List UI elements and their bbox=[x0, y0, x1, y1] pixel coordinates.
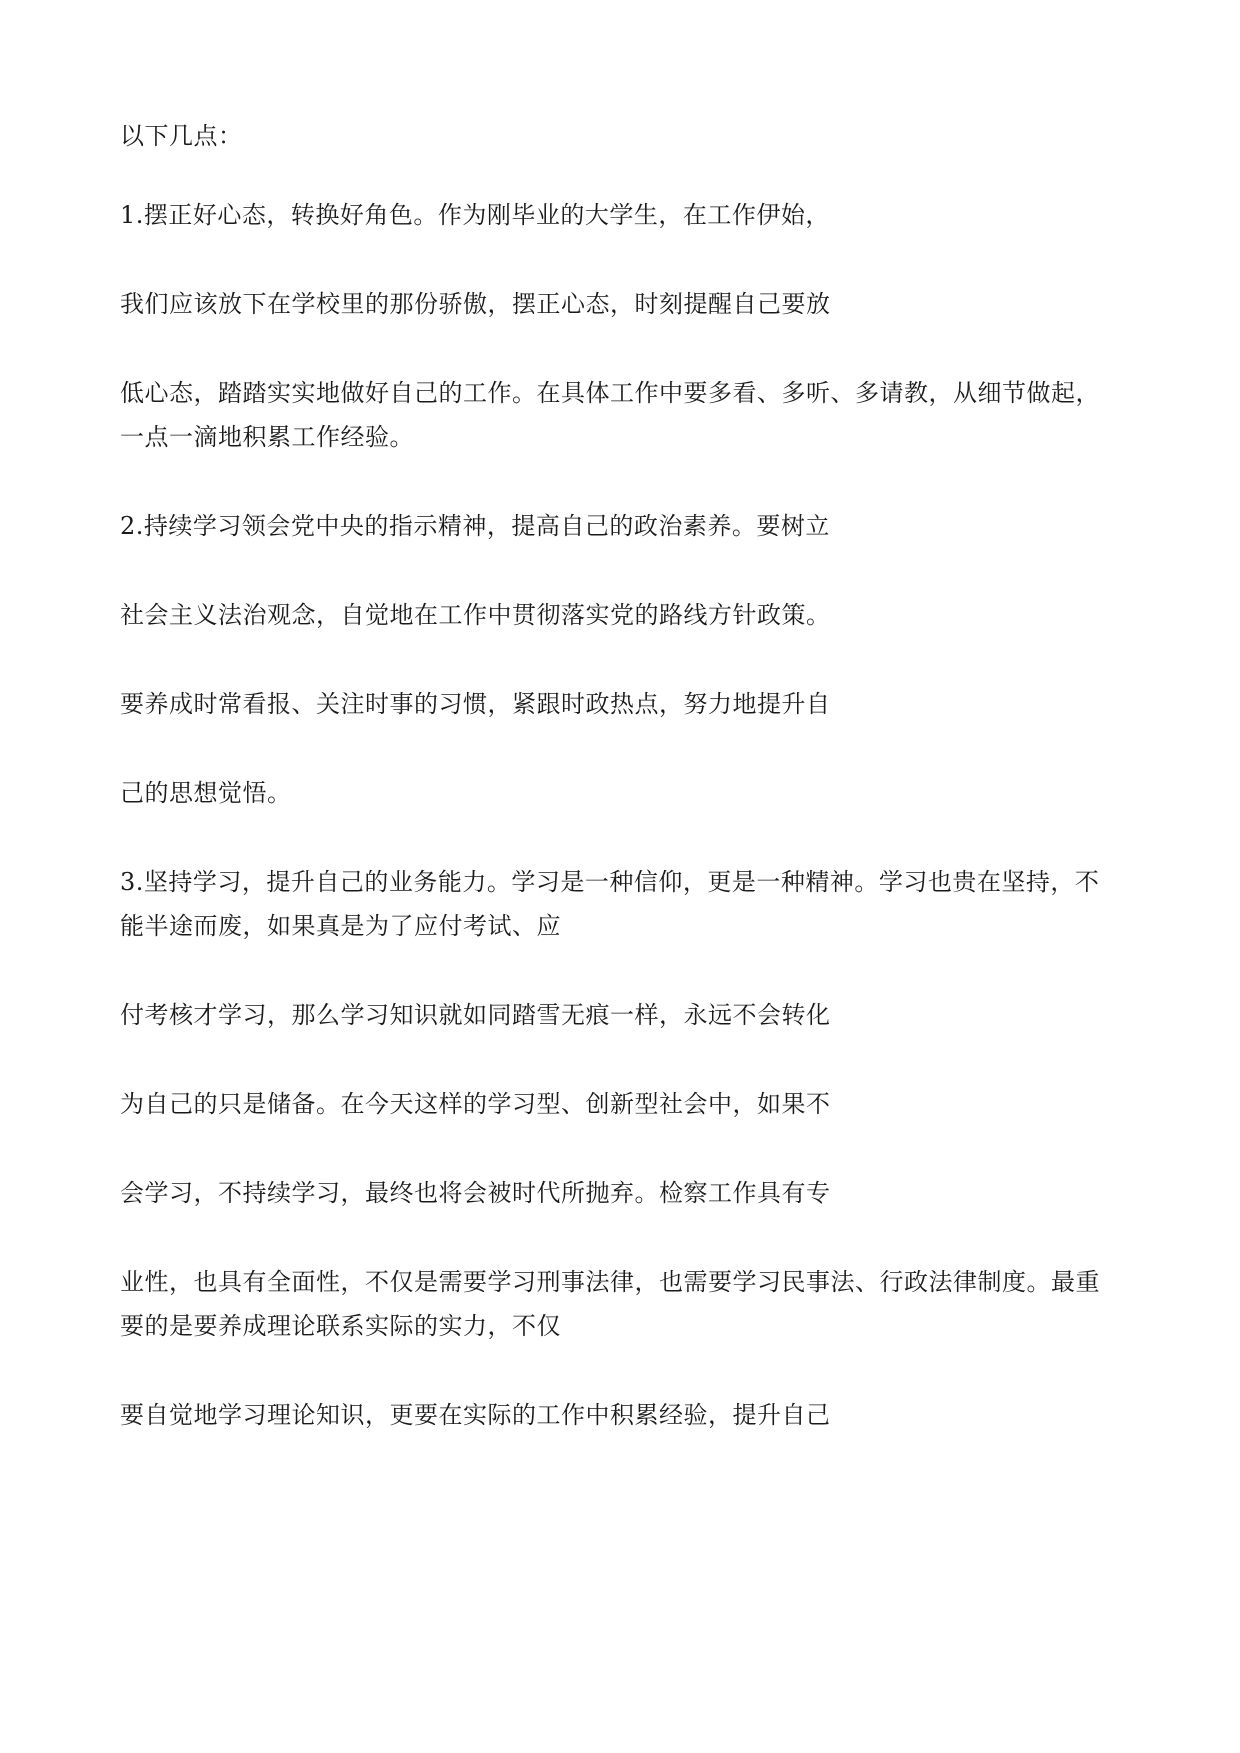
text-line: 己的思想觉悟。 bbox=[120, 779, 292, 807]
text-line: 1.摆正好心态，转换好角色。作为刚毕业的大学生，在工作伊始， bbox=[120, 201, 830, 229]
text-line: 要的是要养成理论联系实际的实力，不仅 bbox=[120, 1312, 561, 1340]
text-line: 能半途而废，如果真是为了应付考试、应 bbox=[120, 912, 561, 940]
text-line: 3.坚持学习，提升自己的业务能力。学习是一种信仰，更是一种精神。学习也贵在坚持，不 bbox=[120, 868, 1100, 896]
text-line: 要自觉地学习理论知识，更要在实际的工作中积累经验，提升自己 bbox=[120, 1401, 831, 1429]
text-line: 以下几点： bbox=[120, 122, 243, 150]
text-line: 2.持续学习领会党中央的指示精神，提高自己的政治素养。要树立 bbox=[120, 512, 830, 540]
text-line: 付考核才学习，那么学习知识就如同踏雪无痕一样，永远不会转化 bbox=[120, 1001, 831, 1029]
text-line: 业性，也具有全面性，不仅是需要学习刑事法律，也需要学习民事法、行政法律制度。最重 bbox=[120, 1268, 1100, 1296]
text-line: 低心态，踏踏实实地做好自己的工作。在具体工作中要多看、多听、多请教，从细节做起， bbox=[120, 379, 1100, 407]
text-line: 社会主义法治观念，自觉地在工作中贯彻落实党的路线方针政策。 bbox=[120, 601, 831, 629]
text-line: 要养成时常看报、关注时事的习惯，紧跟时政热点，努力地提升自 bbox=[120, 690, 831, 718]
text-line: 一点一滴地积累工作经验。 bbox=[120, 423, 414, 451]
text-line: 为自己的只是储备。在今天这样的学习型、创新型社会中，如果不 bbox=[120, 1090, 831, 1118]
text-line: 我们应该放下在学校里的那份骄傲，摆正心态，时刻提醒自己要放 bbox=[120, 290, 831, 318]
text-line: 会学习，不持续学习，最终也将会被时代所抛弃。检察工作具有专 bbox=[120, 1179, 831, 1207]
